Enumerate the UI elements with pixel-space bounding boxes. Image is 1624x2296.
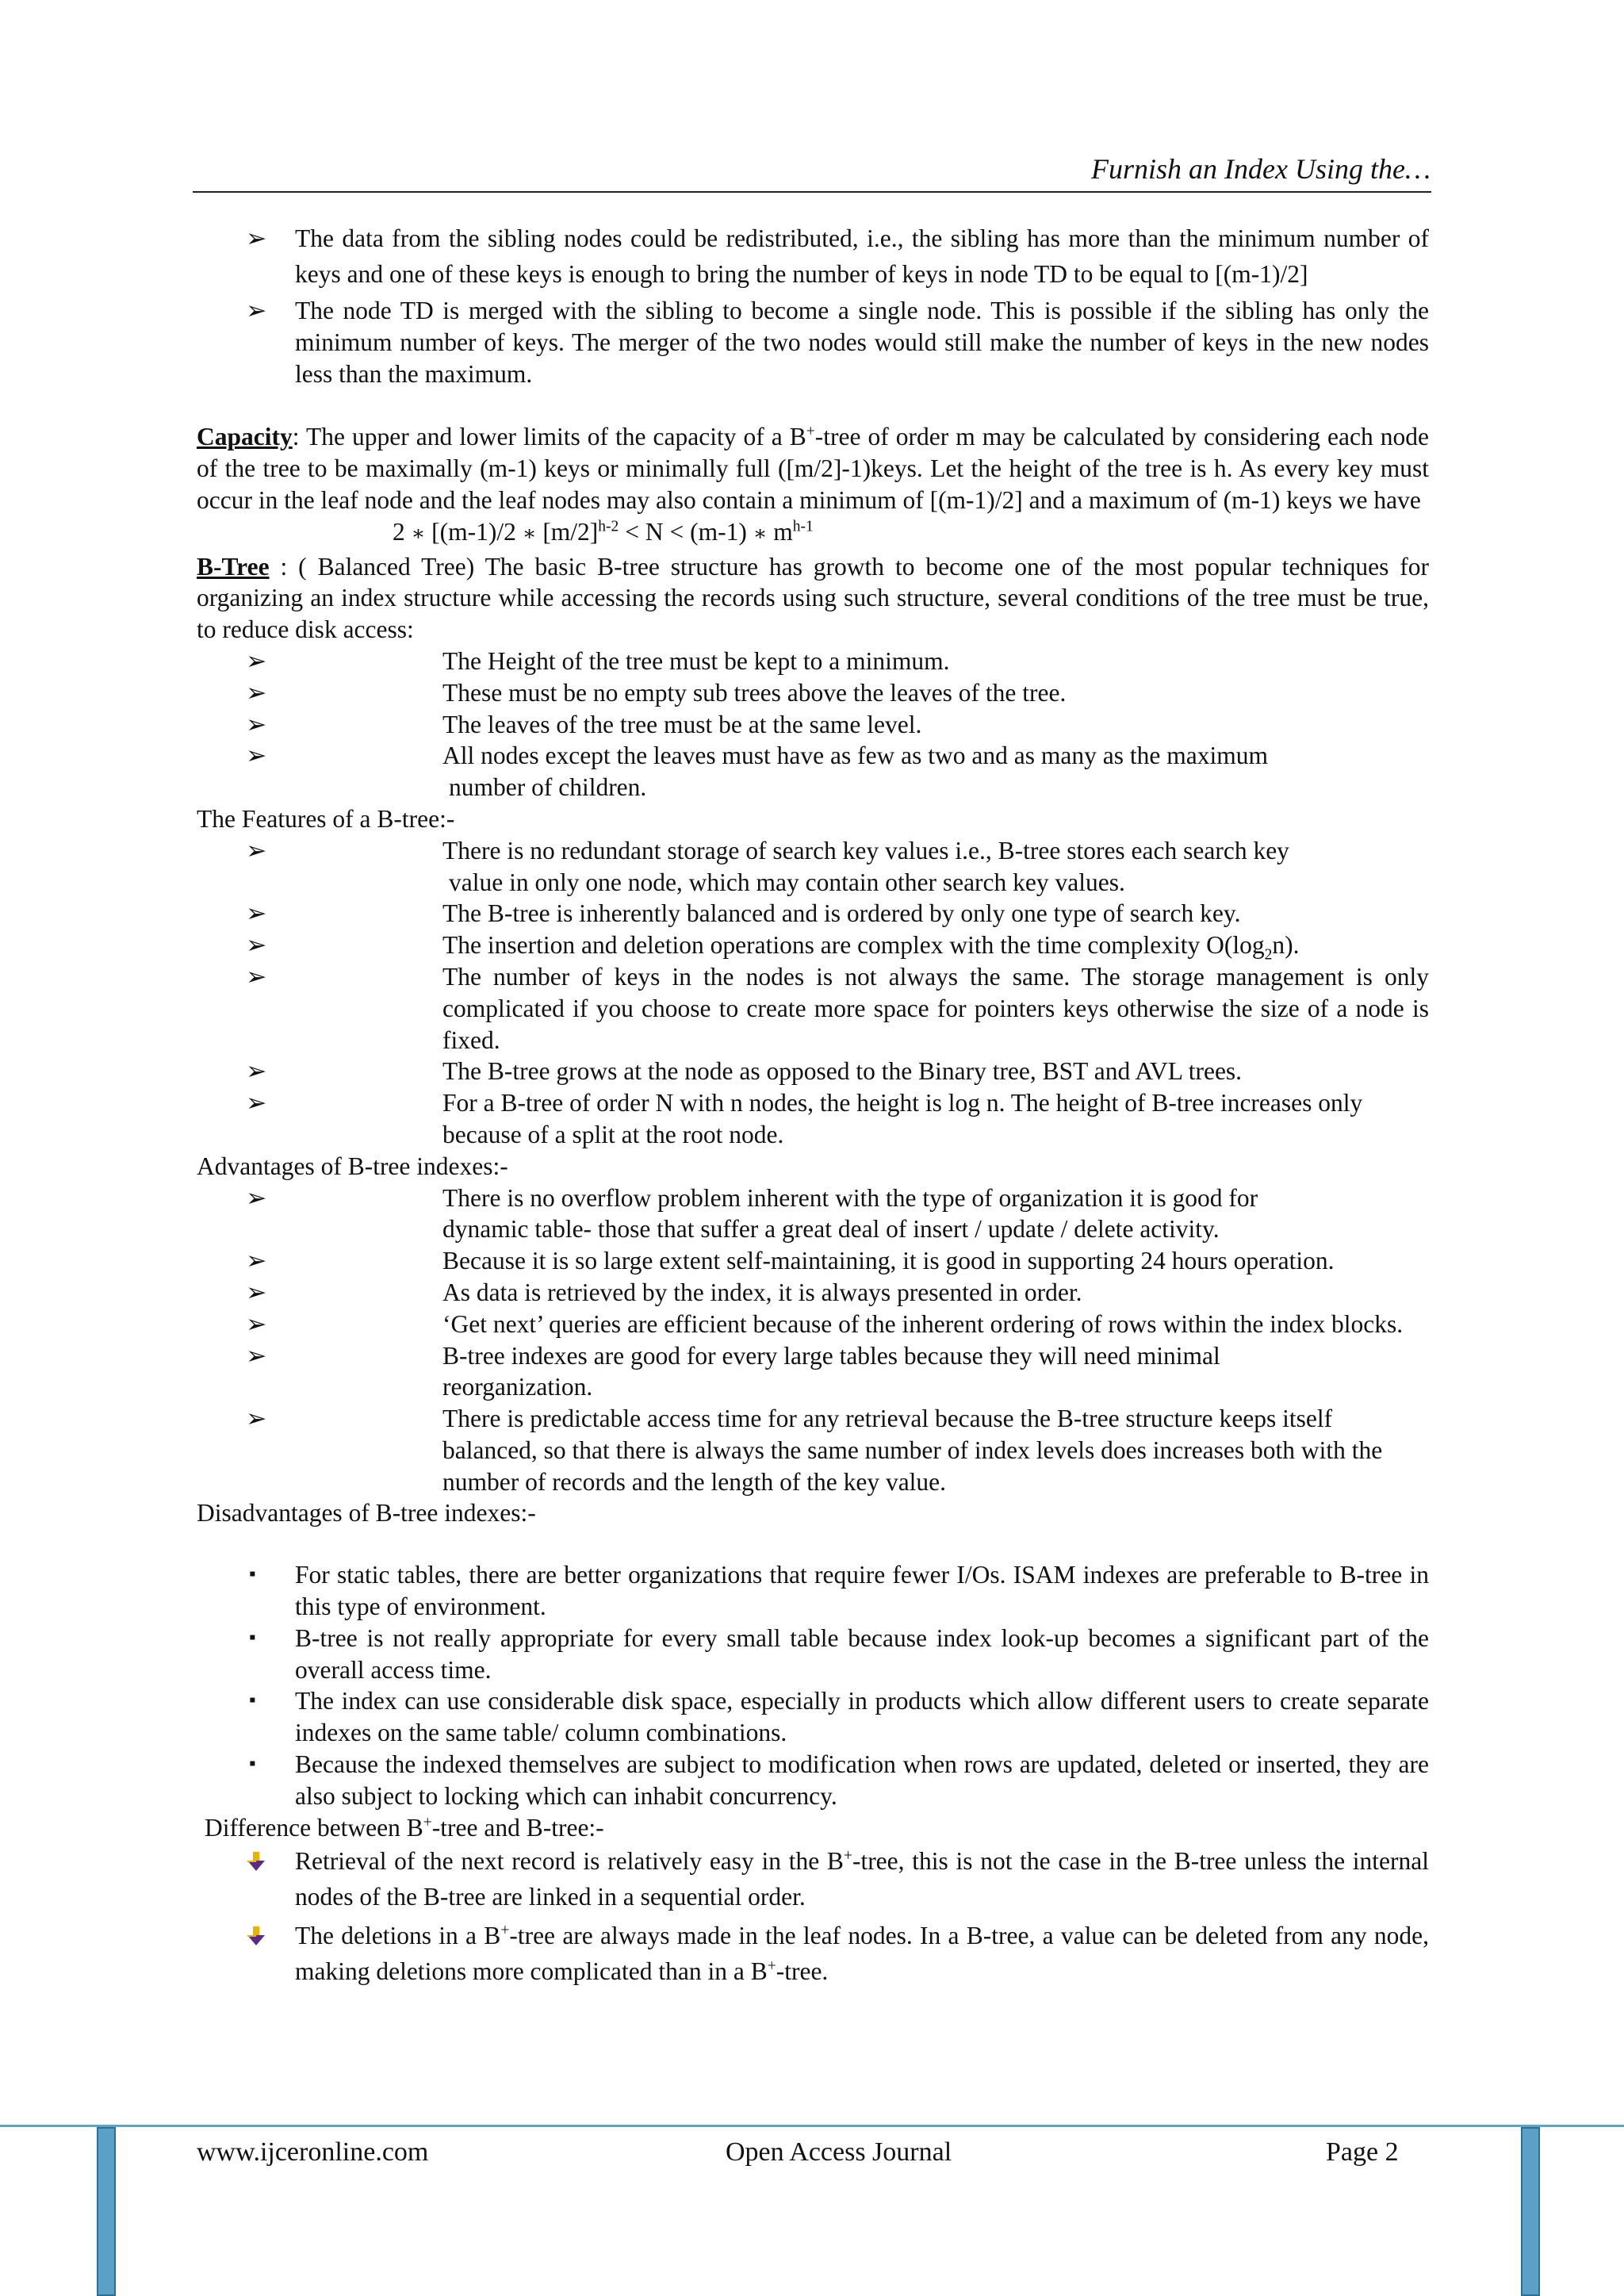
feature-item: ➢ There is no redundant storage of search key values i.e., B-tree stores each search key value in only one node, which may contain other search key values. bbox=[246, 836, 1289, 896]
advantages-heading: Advantages of B-tree indexes:- bbox=[197, 1152, 508, 1180]
difference-heading: Difference between B+-tree and B-tree:- bbox=[205, 1813, 604, 1842]
arrow-bullet-icon: ➢ bbox=[246, 224, 267, 252]
features-heading: The Features of a B-tree:- bbox=[197, 804, 455, 833]
footer-rule bbox=[0, 2125, 1624, 2127]
difference-item: Retrieval of the next record is relatively easy in the B+-tree, this is not the case in the B-tree unless the internal nodes of the B-tree are linked in a sequential order. bbox=[197, 1843, 1429, 1915]
arrow-bullet-icon: ➢ bbox=[246, 678, 267, 707]
btree-condition: ➢ All nodes except the leaves must have as few as two and as many as the maximum number of children. bbox=[246, 742, 1268, 802]
square-bullet-icon: ▪ bbox=[249, 1754, 256, 1775]
advantage-item: ➢ There is no overflow problem inherent with the type of organization it is good for dynamic table- those that suffer a great deal of insert / update / delete activity. bbox=[246, 1183, 1258, 1244]
square-bullet-icon: ▪ bbox=[249, 1690, 256, 1711]
disadvantage-item: ▪ For static tables, there are better organizations that require fewer I/Os. ISAM indexes are preferable to B-tree in this type of environment. bbox=[249, 1561, 1429, 1621]
feature-item: ➢ The insertion and deletion operations are complex with the time complexity $O(\log_2n)$. bbox=[246, 931, 1300, 964]
capacity-label: Capacity bbox=[197, 423, 293, 451]
disadvantages-heading: Disadvantages of B-tree indexes:- bbox=[197, 1499, 536, 1527]
advantage-item: ➢ ‘Get next’ queries are efficient because of the inherent ordering of rows within the index blocks. bbox=[197, 1309, 1429, 1340]
btree-condition: ➢ The leaves of the tree must be at the same level. bbox=[197, 709, 1429, 741]
intro-bullet bbox=[197, 295, 1429, 389]
intro-bullet bbox=[197, 220, 1429, 292]
capacity-text: -tree of order m may be calculated by considering each node of the tree to be maximally (m-1) keys or minimally full ([m/2]-1)keys. Let the height of the tree is h. As every key must occur in the leaf node and the leaf nodes may also contain a minimum of [(m-1)/2] and a maximum of (m-1) keys we have bbox=[197, 423, 1429, 514]
arrow-bullet-icon: ➢ bbox=[246, 1309, 267, 1338]
advantage-item: ➢ Because it is so large extent self-maintaining, it is good in supporting 24 hours operation. bbox=[197, 1245, 1429, 1277]
footer-right-bar bbox=[1521, 2127, 1540, 2296]
btree-condition: ➢ These must be no empty sub trees above the leaves of the tree. bbox=[197, 677, 1429, 709]
arrow-bullet-icon: ➢ bbox=[246, 962, 267, 991]
disadvantage-item: ▪ The index can use considerable disk space, especially in products which allow different users to create separate indexes on the same table/ column combinations. bbox=[249, 1687, 1429, 1747]
square-bullet-icon: ▪ bbox=[249, 1564, 256, 1585]
footer-website-link[interactable]: www.ijceronline.com bbox=[197, 2137, 429, 2167]
arrow-bullet-icon: ➢ bbox=[246, 931, 267, 960]
btree-condition: ➢ The Height of the tree must be kept to a minimum. bbox=[197, 646, 1429, 677]
arrow-bullet-icon: ➢ bbox=[246, 297, 267, 324]
arrow-bullet-icon: ➢ bbox=[246, 1057, 267, 1086]
running-header: Furnish an Index Using the… bbox=[1091, 153, 1431, 185]
down-arrow-bullet-icon bbox=[246, 1926, 266, 1946]
footer-page-number: Page 2 bbox=[1326, 2137, 1399, 2167]
arrow-bullet-icon: ➢ bbox=[246, 1405, 267, 1433]
arrow-bullet-icon: ➢ bbox=[246, 1089, 267, 1117]
bullet-text: The node TD is merged with the sibling to become a single node. This is possible if the sibling has only the minimum number of keys. The merger of the two nodes would still make the number of keys in the new nodes less than the maximum. bbox=[295, 297, 1429, 388]
capacity-formula: 2 ∗ [(m-1)/2 ∗ $[m/2]^{h-2} < N < (m-1)$ ∗ $m^{h-1}$ bbox=[393, 517, 814, 546]
disadvantage-item: ▪ Because the indexed themselves are subject to modification when rows are updated, deleted or inserted, they are also subject to locking which can inhabit concurrency. bbox=[249, 1750, 1429, 1810]
difference-item: The deletions in a B+-tree are always made in the leaf nodes. In a B-tree, a value can be deleted from any node, making deletions more complicated than in a B+-tree. bbox=[197, 1918, 1429, 1989]
superscript: + bbox=[806, 423, 815, 440]
btree-paragraph bbox=[197, 551, 1429, 646]
disadvantage-item: ▪ B-tree is not really appropriate for every small table because index look-up becomes a significant part of the overall access time. bbox=[249, 1623, 1429, 1684]
arrow-bullet-icon: ➢ bbox=[246, 646, 267, 675]
down-arrow-bullet-icon bbox=[246, 1851, 266, 1872]
header-rule bbox=[193, 191, 1431, 193]
feature-item: ➢ The B-tree grows at the node as opposed to the Binary tree, BST and AVL trees. bbox=[197, 1056, 1429, 1087]
feature-item: ➢ For a B-tree of order N with n nodes, the height is log n. The height of B-tree increases only because of a split at the root node. bbox=[246, 1089, 1363, 1148]
btree-text: : ( Balanced Tree) The basic B-tree structure has growth to become one of the most popular techniques for organizing an index structure while accessing the records using such structure, several conditions of the tree must be true, to reduce disk access: bbox=[197, 552, 1429, 644]
arrow-bullet-icon: ➢ bbox=[246, 1183, 267, 1212]
footer-journal-name: Open Access Journal bbox=[726, 2137, 952, 2167]
advantage-item: ➢ As data is retrieved by the index, it is always presented in order. bbox=[197, 1277, 1429, 1309]
bullet-text: The data from the sibling nodes could be redistributed, i.e., the sibling has more than the minimum number of keys and one of these keys is enough to bring the number of keys in node TD to be equal to [(m-1)/2] bbox=[295, 224, 1429, 288]
arrow-bullet-icon: ➢ bbox=[246, 742, 267, 770]
feature-item: ➢ The number of keys in the nodes is not always the same. The storage management is only complicated if you choose to create more space for pointers keys otherwise the size of a node is fixed. bbox=[246, 962, 1429, 1054]
btree-label: B-Tree bbox=[197, 552, 270, 581]
advantage-item: ➢ There is predictable access time for any retrieval because the B-tree structure keeps itself balanced, so that there is always the same number of index levels does increases both with the number of records and the length of the key value. bbox=[246, 1405, 1383, 1496]
arrow-bullet-icon: ➢ bbox=[246, 836, 267, 864]
capacity-paragraph bbox=[197, 421, 1429, 516]
arrow-bullet-icon: ➢ bbox=[246, 899, 267, 928]
arrow-bullet-icon: ➢ bbox=[246, 710, 267, 738]
feature-item: ➢ The B-tree is inherently balanced and is ordered by only one type of search key. bbox=[197, 898, 1429, 930]
arrow-bullet-icon: ➢ bbox=[246, 1278, 267, 1306]
footer-left-bar bbox=[97, 2127, 116, 2296]
arrow-bullet-icon: ➢ bbox=[246, 1247, 267, 1275]
capacity-text: : The upper and lower limits of the capacity of a B bbox=[292, 423, 806, 451]
arrow-bullet-icon: ➢ bbox=[246, 1341, 267, 1370]
advantage-item: ➢ B-tree indexes are good for every large tables because they will need minimal reorganization. bbox=[246, 1341, 1220, 1401]
page-content bbox=[197, 220, 1429, 1989]
square-bullet-icon: ▪ bbox=[249, 1627, 256, 1648]
